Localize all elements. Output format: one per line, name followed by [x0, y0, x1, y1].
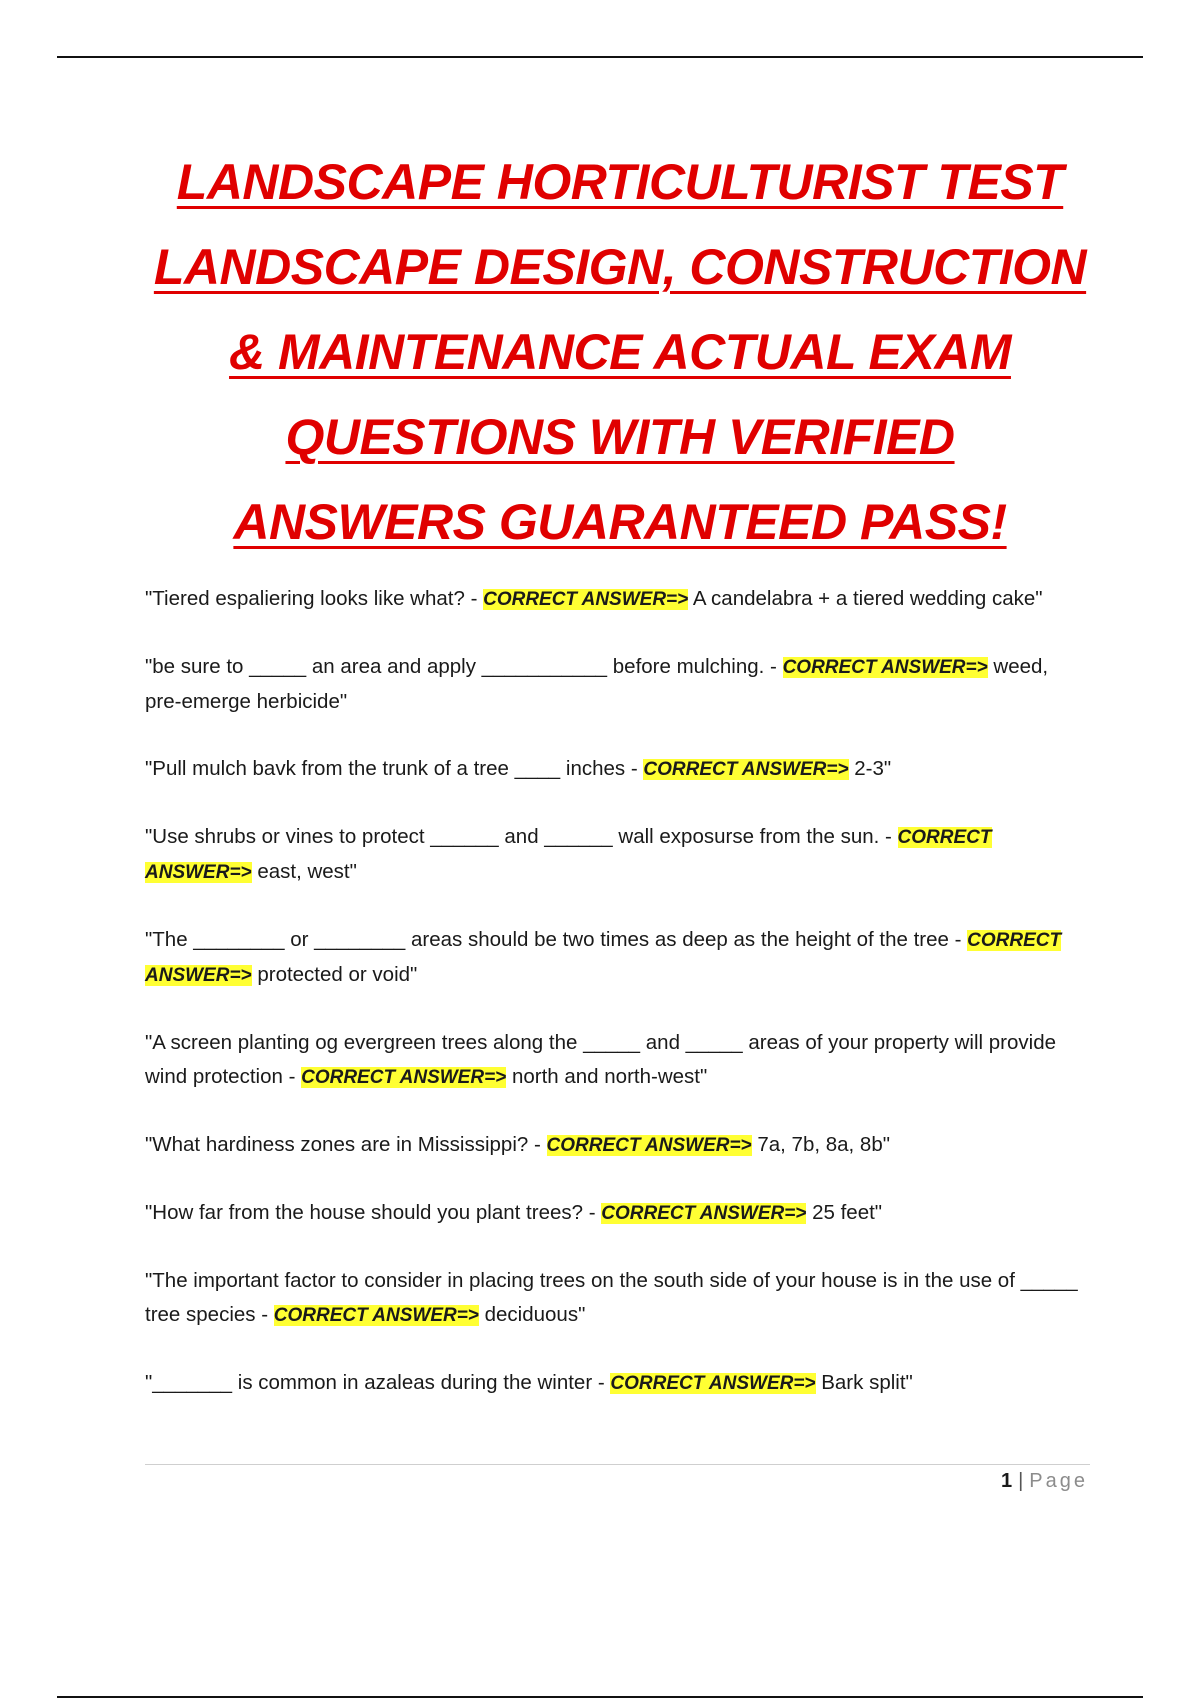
- answer-text: 7a, 7b, 8a, 8b": [751, 1133, 891, 1156]
- question-text: "How far from the house should you plant trees? -: [145, 1201, 602, 1224]
- list-item: [145, 650, 1090, 719]
- list-item: [145, 1264, 1090, 1333]
- top-rule: [57, 56, 1143, 58]
- bottom-rule: [57, 1696, 1143, 1698]
- list-item: [145, 582, 1090, 617]
- question-text: "The important factor to consider in placing trees on the south side of your house is in the use of _____ tree species -: [145, 1269, 1078, 1326]
- list-item: [145, 1128, 1090, 1163]
- question-text: "_______ is common in azaleas during the winter -: [145, 1371, 611, 1394]
- answer-text: east, west": [251, 860, 357, 883]
- question-text: "Tiered espaliering looks like what? -: [145, 587, 484, 610]
- answer-label: CORRECT ANSWER=>: [273, 1305, 479, 1326]
- question-text: "What hardiness zones are in Mississippi? -: [145, 1133, 547, 1156]
- footer-rule: [145, 1464, 1090, 1465]
- answer-text: deciduous": [478, 1303, 586, 1326]
- answer-text: A candelabra + a tiered wedding cake": [688, 587, 1043, 610]
- question-text: "Pull mulch bavk from the trunk of a tree ____ inches -: [145, 757, 644, 780]
- list-item: [145, 1366, 1090, 1401]
- question-text: "be sure to _____ an area and apply ___________ before mulching. -: [145, 655, 783, 678]
- title-line-4: QUESTIONS WITH VERIFIED: [285, 409, 955, 465]
- answer-label: CORRECT ANSWER=>: [782, 657, 988, 678]
- page-separator: |: [1018, 1470, 1024, 1492]
- question-text: "The ________ or ________ areas should be two times as deep as the height of the tree -: [145, 928, 968, 951]
- answer-text: 2-3": [848, 757, 892, 780]
- list-item: [145, 752, 1090, 787]
- answer-label: CORRECT ANSWER=>: [643, 759, 849, 780]
- page-number: 1: [1000, 1470, 1013, 1492]
- answer-text: north and north-west": [506, 1065, 708, 1088]
- list-item: [145, 820, 1090, 890]
- answer-label: CORRECT ANSWER=>: [145, 930, 1062, 986]
- list-item: [145, 923, 1090, 993]
- title-line-1: LANDSCAPE HORTICULTURIST TEST: [176, 154, 1064, 210]
- answer-label: CORRECT ANSWER=>: [483, 589, 689, 610]
- answer-text: protected or void": [251, 963, 418, 986]
- list-item: [145, 1196, 1090, 1231]
- title-line-5: ANSWERS GUARANTEED PASS!: [233, 494, 1007, 550]
- answer-text: Bark split": [815, 1371, 913, 1394]
- question-text: "Use shrubs or vines to protect ______ and ______ wall exposurse from the sun. -: [145, 825, 898, 848]
- document-title: [130, 140, 1110, 565]
- question-list: [145, 582, 1090, 1434]
- title-line-3: & MAINTENANCE ACTUAL EXAM: [229, 324, 1011, 380]
- answer-label: CORRECT ANSWER=>: [145, 827, 992, 883]
- page-word: Page: [1029, 1470, 1088, 1492]
- list-item: [145, 1026, 1090, 1095]
- answer-label: CORRECT ANSWER=>: [601, 1203, 807, 1224]
- page-footer: [1001, 1470, 1088, 1493]
- answer-label: CORRECT ANSWER=>: [546, 1135, 752, 1156]
- answer-text: 25 feet": [806, 1201, 883, 1224]
- answer-text: weed, pre-emerge herbicide": [145, 655, 1049, 713]
- question-text: "A screen planting og evergreen trees along the _____ and _____ areas of your property will provide wind protection -: [145, 1031, 1057, 1088]
- answer-label: CORRECT ANSWER=>: [301, 1067, 507, 1088]
- answer-label: CORRECT ANSWER=>: [610, 1373, 816, 1394]
- title-line-2: LANDSCAPE DESIGN, CONSTRUCTION: [153, 239, 1087, 295]
